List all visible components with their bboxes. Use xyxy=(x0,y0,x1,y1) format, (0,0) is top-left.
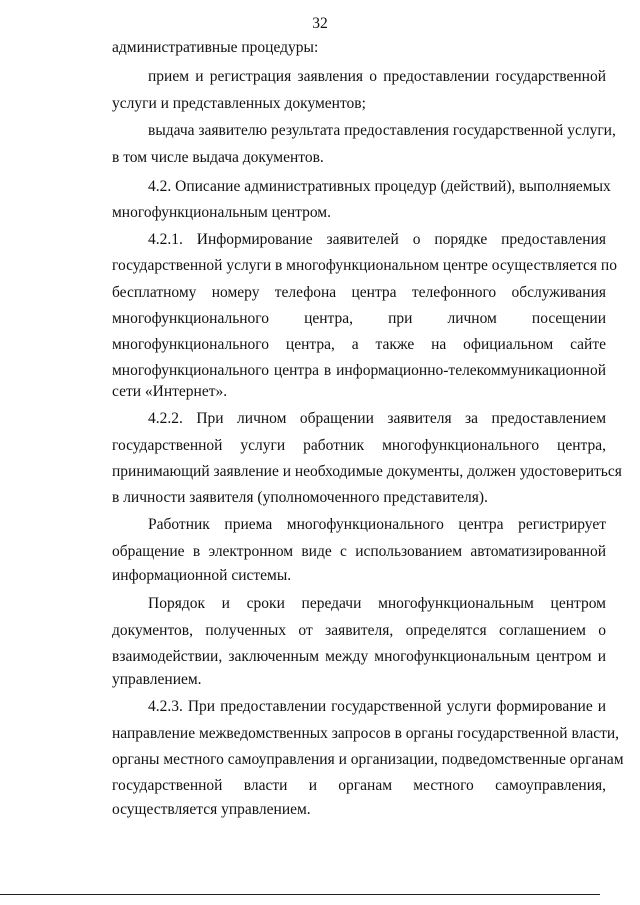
text-line: 4.2. Описание административных процедур (действий), выполняемых xyxy=(148,178,611,195)
text-line: бесплатному номеру телефона центра телефонного обслуживания xyxy=(112,284,606,301)
text-line: 4.2.2. При личном обращении заявителя за предоставлением xyxy=(148,410,606,427)
text-line: государственной услуги в многофункциональном центре осуществляется по xyxy=(112,257,617,274)
text-line: обращение в электронном виде с использованием автоматизированной xyxy=(112,543,606,560)
text-line: в личности заявителя (уполномоченного представителя). xyxy=(112,489,488,506)
text-line: сети «Интернет». xyxy=(112,383,228,400)
text-line: взаимодействии, заключенным между многофункциональным центром и xyxy=(112,648,606,665)
text-line: многофункциональным центром. xyxy=(112,204,331,221)
footer-rule xyxy=(0,894,600,895)
text-line: административные процедуры: xyxy=(112,39,319,56)
text-line: 4.2.3. При предоставлении государственной услуги формирование и xyxy=(148,698,606,715)
text-line: многофункционального центра в информационно-телекоммуникационной xyxy=(112,362,606,379)
text-line: принимающий заявление и необходимые документы, должен удостовериться xyxy=(112,463,622,480)
text-line: информационной системы. xyxy=(112,567,292,584)
text-line: государственной услуги работник многофункционального центра, xyxy=(112,437,606,454)
text-line: Порядок и сроки передачи многофункциональным центром xyxy=(148,595,606,612)
text-line: направление межведомственных запросов в органы государственной власти, xyxy=(112,725,620,742)
text-line: услуги и представленных документов; xyxy=(112,95,366,112)
text-line: осуществляется управлением. xyxy=(112,801,311,818)
text-line: многофункционального центра, при личном посещении xyxy=(112,310,606,327)
text-line: 4.2.1. Информирование заявителей о порядке предоставления xyxy=(148,231,606,248)
text-line: органы местного самоуправления и организации, подведомственные органам xyxy=(112,751,624,768)
text-line: управлением. xyxy=(112,671,202,688)
text-line: выдача заявителю результата предоставления государственной услуги, xyxy=(148,122,616,139)
text-line: государственной власти и органам местного самоуправления, xyxy=(112,777,606,794)
text-line: в том числе выдача документов. xyxy=(112,149,324,166)
page-number: 32 xyxy=(312,15,328,32)
text-line: многофункционального центра, а также на официальном сайте xyxy=(112,336,606,353)
text-line: прием и регистрация заявления о предоставлении государственной xyxy=(148,68,606,85)
text-line: документов, полученных от заявителя, определятся соглашением о xyxy=(112,622,606,639)
text-line: Работник приема многофункционального центра регистрирует xyxy=(148,516,606,533)
